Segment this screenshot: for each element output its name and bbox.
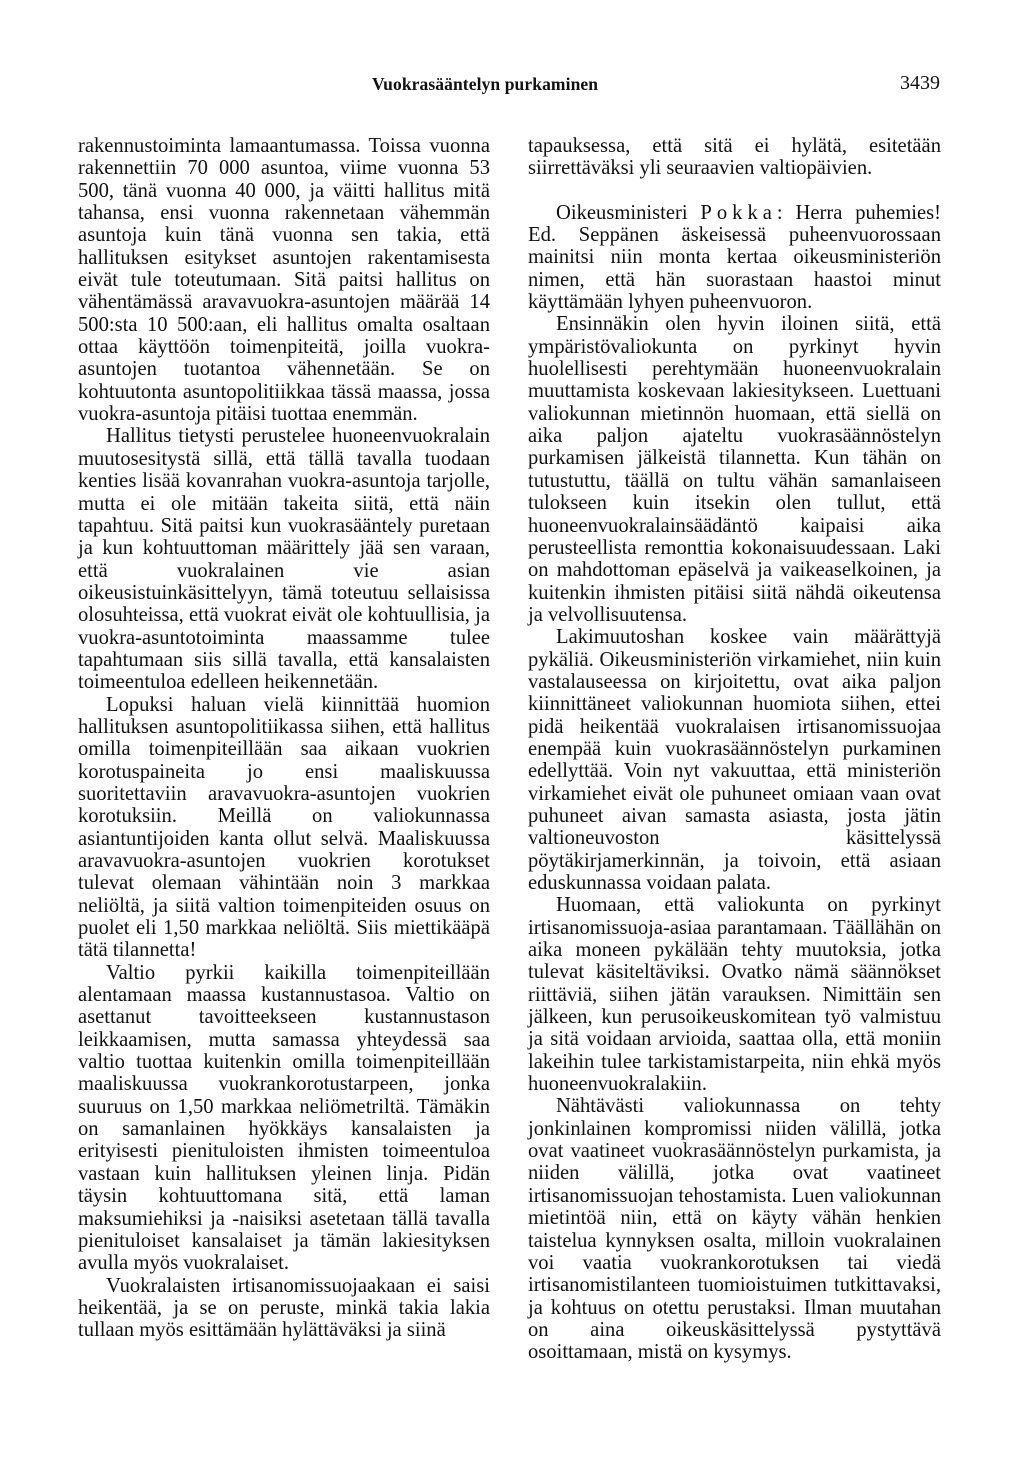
right-column xyxy=(528,135,941,1364)
paragraph: Ensinnäkin olen hyvin iloinen siitä, että ympäristövaliokunta on pyrkinyt hyvin huolellisesti perehtymään huoneenvuokralain muuttamista koskevaan lakiesitykseen. Luettuani valiokunnan mietinnön huomaan, että siellä on aika paljon ajateltu vuokrasäännöstelyn purkamisen jälkeistä tilannetta. Kun tähän on tutustuttu, täällä on tultu vähän samanlaiseen tulokseen kuin itsekin olen tullut, että huoneenvuokralainsäädäntö kaipaisi aika perusteellista remonttia kokonaisuudessaan. Laki on mahdottoman epäselvä ja vaikeaselkoinen, ja kuitenkin ihmisten pitäisi siitä nähdä oikeutensa ja velvollisuutensa. xyxy=(528,313,941,626)
paragraph: Huomaan, että valiokunta on pyrkinyt irtisanomissuoja-asiaa parantamaan. Täällähän on aika moneen pykälään tehty muutoksia, jotka tulevat käsiteltäviksi. Ovatko nämä säännökset riittäviä, siihen jätän varauksen. Nimittäin sen jälkeen, kun perusoikeuskomitean työ valmistuu ja sitä voidaan arvioida, saattaa olla, että moniin lakeihin tulee tarkistamistarpeita, niin ehkä myös huoneenvuokralakiin. xyxy=(528,894,941,1096)
paragraph: Lopuksi haluan vielä kiinnittää huomion hallituksen asuntopolitiikassa siihen, että hallitus omilla toimenpiteillään saa aikaan vuokrien korotuspaineita jo ensi maaliskuussa suoritettaviin aravavuokra-asuntojen vuokrien korotuksiin. Meillä on valiokunnassa asiantuntijoiden kanta ollut selvä. Maaliskuussa aravavuokra-asuntojen vuokrien korotukset tulevat olemaan vähintään noin 3 markkaa neliöltä, ja siitä valtion toimenpiteiden osuus on puolet eli 1,50 markkaa neliöltä. Siis miettikääpä tätä tilannetta! xyxy=(78,693,490,962)
speaker-name: Pokka xyxy=(700,201,777,224)
page-number: 3439 xyxy=(900,72,940,94)
paragraph: Vuokralaisten irtisanomissuojaakaan ei saisi heikentää, ja se on peruste, minkä takia lakia tullaan myös esittämään hylättäväksi ja siinä xyxy=(78,1274,490,1342)
speaker-text: : Herra puhemies! Ed. Seppänen äskeisessä puheenvuorossaan mainitsi niin monta kertaa oikeusministeriön nimen, että hän suorastaan haastoi minut käyttämään lyhyen puheenvuoron. xyxy=(528,201,941,314)
speaker-paragraph xyxy=(528,202,941,314)
left-column xyxy=(78,135,490,1342)
page-header xyxy=(0,74,1024,100)
paragraph: rakennustoiminta lamaantumassa. Toissa vuonna rakennettiin 70 000 asuntoa, viime vuonna 53 500, tänä vuonna 40 000, ja väitti hallitus mitä tahansa, ensi vuonna rakennetaan vähemmän asuntoja kuin tänä vuonna sen takia, että hallituksen esitykset asuntojen rakentamisesta eivät tule toteutumaan. Sitä paitsi hallitus on vähentämässä aravavuokra-asuntojen määrää 14 500:sta 10 500:aan, eli hallitus omalta osaltaan ottaa käyttöön toimenpiteitä, joilla vuokra-asuntojen tuotantoa vähennetään. Se on kohtuutonta asuntopolitiikkaa tässä maassa, jossa vuokra-asuntoja pitäisi tuottaa enemmän. xyxy=(78,135,490,426)
paragraph: Valtio pyrkii kaikilla toimenpiteillään alentamaan maassa kustannustasoa. Valtio on asettanut tavoitteekseen kustannustason leikkaamisen, mutta samassa yhteydessä saa valtio tuottaa kuitenkin omilla toimenpiteillään maaliskuussa vuokrankorotustarpeen, jonka suuruus on 1,50 markkaa neliömetriltä. Tämäkin on samanlainen hyökkäys kansalaisten ja erityisesti pienituloisten ihmisten toimeentuloa vastaan kuin hallituksen yleinen linja. Pidän täysin kohtuuttomana sitä, että laman maksumiehiksi ja -naisiksi asetetaan tällä tavalla pienituloiset kansalaiset ja tämän lakiesityksen avulla myös vuokralaiset. xyxy=(78,961,490,1275)
paragraph: Nähtävästi valiokunnassa on tehty jonkinlainen kompromissi niiden välillä, jotka ovat vaatineet vuokrasäännöstelyn purkamista, ja niiden välillä, jotka ovat vaatineet irtisanomissuojan tehostamista. Luen valiokunnan mietintöä niin, että on käyty vähän henkien taistelua kynnyksen osalta, milloin vuokralainen voi vaatia vuokrankorotuksen tai viedä irtisanomistilanteen tuomioistuimen tutkittavaksi, ja kohtuus on otettu perustaksi. Ilman muutahan on aina oikeuskäsittelyssä pystyttävä osoittamaan, mistä on kysymys. xyxy=(528,1095,941,1364)
paragraph: Hallitus tietysti perustelee huoneenvuokralain muutosesitystä sillä, että tällä tavalla tuodaan kenties lisää kovanrahan vuokra-asuntoja tarjolle, mutta ei ole mitään takeita siitä, että näin tapahtuu. Sitä paitsi kun vuokrasääntely puretaan ja kun kohtuuttoman määrittely jää sen varaan, että vuokralainen vie asian oikeusistuinkäsittelyyn, tämä toteutuu sellaisissa olosuhteissa, että vuokrat eivät ole kohtuullisia, ja vuokra-asuntotoiminta maassamme tulee tapahtumaan siis sillä tavalla, että kansalaisten toimeentuloa edelleen heikennetään. xyxy=(78,425,490,694)
paragraph: tapauksessa, että sitä ei hylätä, esitetään siirrettäväksi yli seuraavien valtiopäivien. xyxy=(528,135,941,180)
paragraph: Lakimuutoshan koskee vain määrättyjä pykäliä. Oikeusministeriön virkamiehet, niin kuin vastalauseessa on kirjoitettu, ovat aika paljon kiinnittäneet valiokunnan huomiota siihen, ettei pidä heikentää vuokralaisen irtisanomissuojaa enempää kuin vuokrasäännöstelyn purkaminen edellyttää. Voin nyt vakuuttaa, että ministeriön virkamiehet eivät ole puhuneet omiaan vaan ovat puhuneet aivan samasta asiasta, josta jätin valtioneuvoston käsittelyssä pöytäkirjamerkinnän, ja toivoin, että asiaan eduskunnassa voidaan palata. xyxy=(528,626,941,894)
speaker-title: Oikeusministeri xyxy=(556,201,688,224)
running-title: Vuokrasääntelyn purkaminen xyxy=(372,74,599,94)
